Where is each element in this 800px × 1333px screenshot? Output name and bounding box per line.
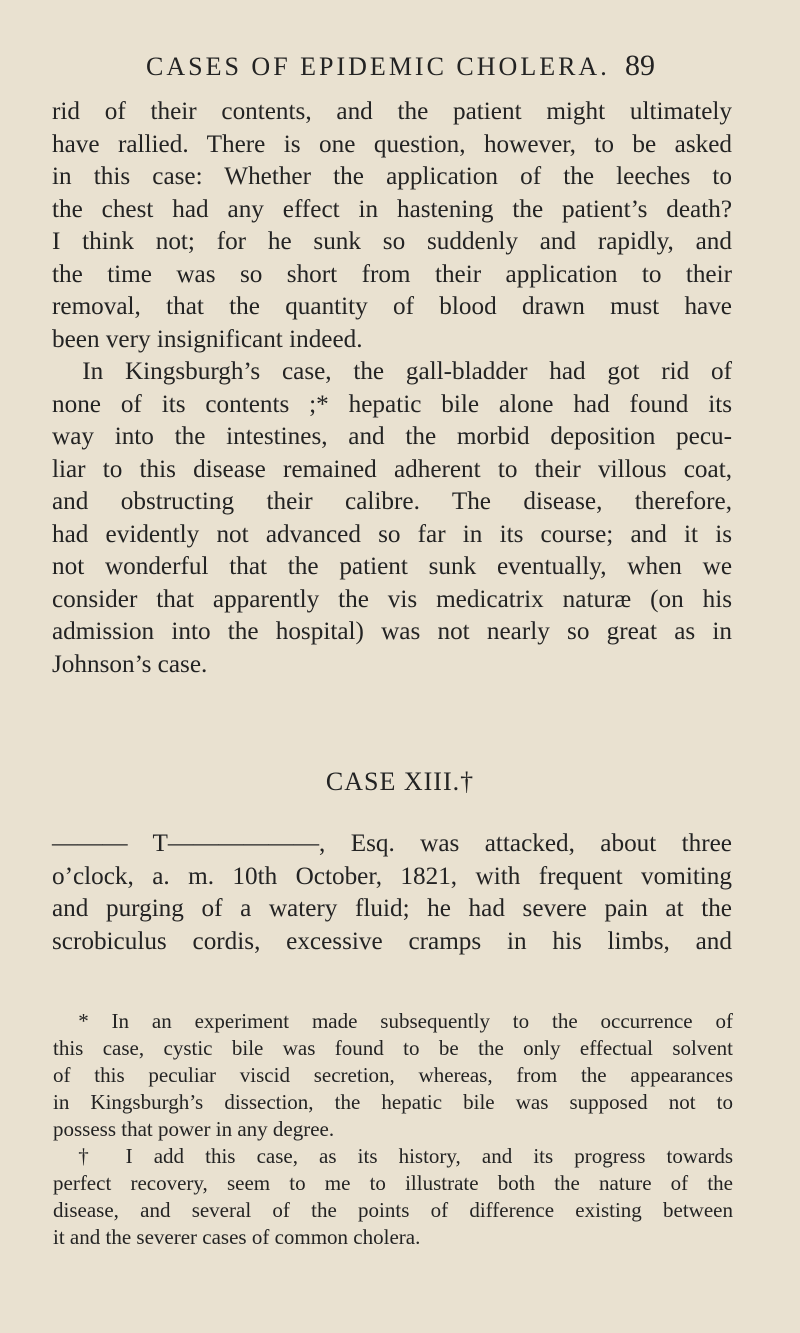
text-line: been very insignificant indeed. — [52, 325, 363, 353]
text-line: have rallied. There is one question, however, to be asked — [52, 130, 732, 158]
text-line: none of its contents ;* hepatic bile alone had found its — [52, 390, 732, 418]
case-text-block — [52, 828, 732, 958]
text-line: Johnson’s case. — [52, 650, 208, 678]
text-line: way into the intestines, and the morbid deposition pecu- — [52, 423, 732, 450]
footnotes — [53, 1008, 733, 1251]
main-text-block — [52, 96, 732, 681]
text-line: In Kingsburgh’s case, the gall-bladder had got rid of — [82, 358, 732, 385]
text-line: and obstructing their calibre. The disease, therefore, — [52, 488, 732, 515]
text-line: had evidently not advanced so far in its course; and it is — [52, 520, 732, 548]
page-number: 89 — [625, 49, 655, 82]
text-line: rid of their contents, and the patient might ultimately — [52, 98, 732, 125]
text-line: ——— T——————, Esq. was attacked, about three — [52, 830, 732, 857]
page-header — [0, 49, 800, 92]
footnote-line: this case, cystic bile was found to be the only effectual solvent — [53, 1036, 733, 1060]
case-heading: CASE XIII.† — [325, 767, 475, 796]
footnote-line: in Kingsburgh’s dissection, the hepatic bile was supposed not to — [53, 1090, 733, 1114]
running-head: CASES OF EPIDEMIC CHOLERA. — [146, 52, 610, 81]
footnote-line: it and the severer cases of common cholera. — [53, 1225, 421, 1249]
text-line: the chest had any effect in hastening the patient’s death? — [52, 195, 732, 223]
text-line: consider that apparently the vis medicatrix naturæ (on his — [52, 585, 732, 613]
footnote-line: perfect recovery, seem to me to illustrate both the nature of the — [53, 1171, 733, 1195]
text-line: liar to this disease remained adherent to their villous coat, — [52, 455, 732, 483]
footnote-line: † I add this case, as its history, and its progress towards — [78, 1144, 733, 1168]
text-line: removal, that the quantity of blood drawn must have — [52, 293, 732, 320]
text-line: and purging of a watery fluid; he had severe pain at the — [52, 895, 732, 922]
text-line: I think not; for he sunk so suddenly and rapidly, and — [52, 228, 732, 255]
text-line: not wonderful that the patient sunk eventually, when we — [52, 553, 732, 580]
text-line: the time was so short from their application to their — [52, 260, 732, 288]
footnote-line: possess that power in any degree. — [53, 1117, 335, 1141]
text-line: in this case: Whether the application of the leeches to — [52, 163, 732, 190]
text-line: o’clock, a. m. 10th October, 1821, with frequent vomiting — [52, 862, 732, 890]
footnote-line: disease, and several of the points of difference existing between — [53, 1198, 733, 1222]
footnote-line: * In an experiment made subsequently to the occurrence of — [78, 1009, 733, 1033]
text-line: admission into the hospital) was not nearly so great as in — [52, 618, 732, 645]
text-line: scrobiculus cordis, excessive cramps in his limbs, and — [52, 927, 732, 955]
footnote-line: of this peculiar viscid secretion, whereas, from the appearances — [53, 1063, 733, 1087]
